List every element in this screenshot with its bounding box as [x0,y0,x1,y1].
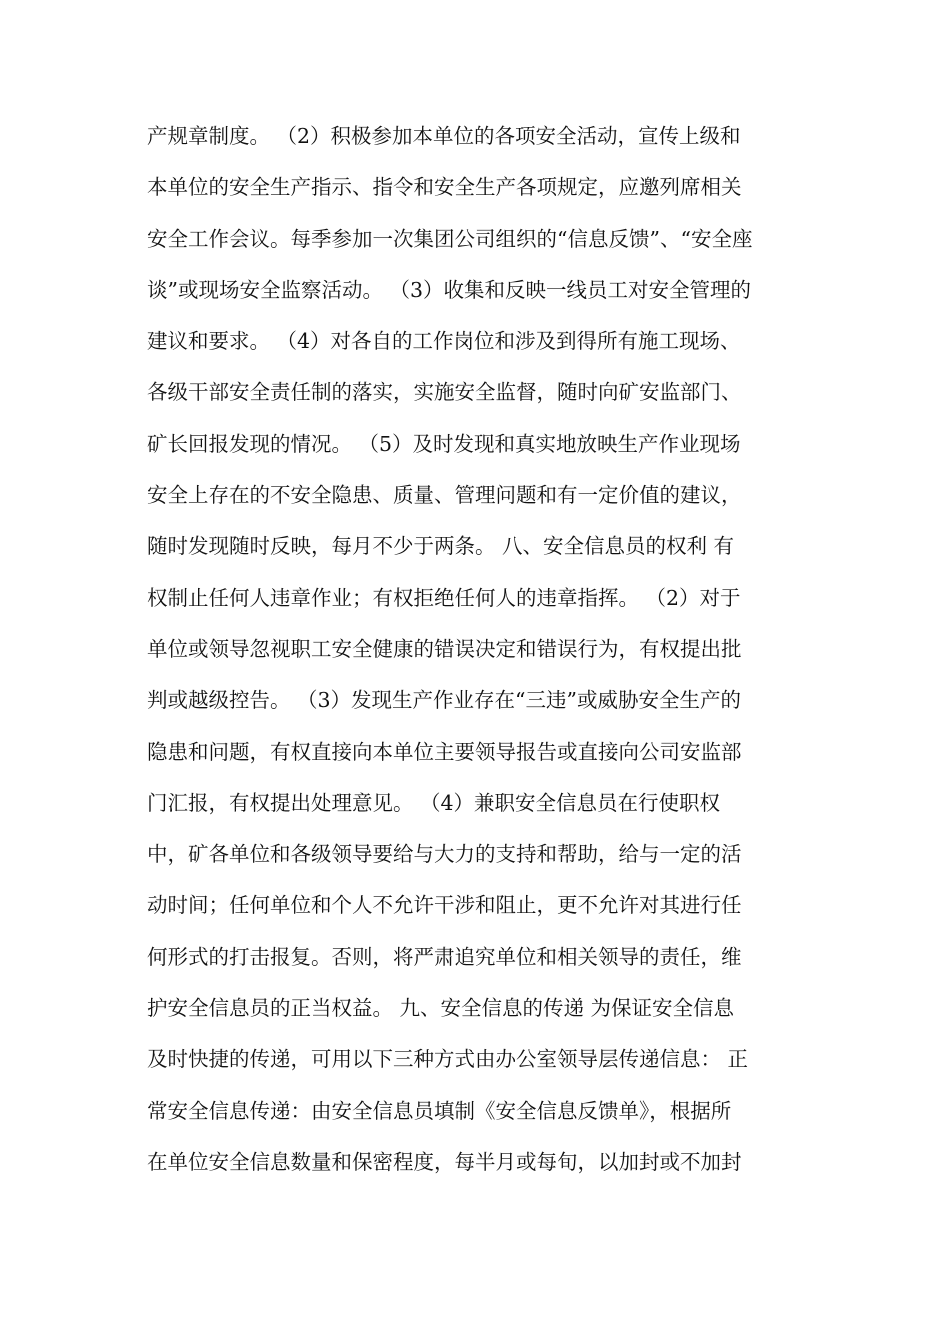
text-line: 在单位安全信息数量和保密程度，每半月或每旬，以加封或不加封 [147,1149,742,1174]
text-line: 安全上存在的不安全隐患、质量、管理问题和有一定价值的建议， [147,483,742,508]
text-line: 常安全信息传递：由安全信息员填制《安全信息反馈单》，根据所 [147,1098,732,1123]
text-line: 本单位的安全生产指示、指令和安全生产各项规定，应邀列席相关 [147,175,742,200]
text-line: 权制止任何人违章作业；有权拒绝任何人的违章指挥。 （2）对于 [147,585,741,610]
text-line: 随时发现随时反映，每月不少于两条。 八、安全信息员的权利 有 [147,534,735,559]
text-line: 门汇报，有权提出处理意见。 （4）兼职安全信息员在行使职权 [147,790,721,815]
text-line: 动时间；任何单位和个人不允许干涉和阻止，更不允许对其进行任 [147,893,742,918]
text-line: 各级干部安全责任制的落实，实施安全监督，随时向矿安监部门、 [147,380,742,405]
text-line: 谈”或现场安全监察活动。 （3）收集和反映一线员工对安全管理的 [147,277,752,302]
document-body [147,117,807,1194]
text-line: 单位或领导忽视职工安全健康的错误决定和错误行为，有权提出批 [147,636,742,661]
text-line: 建议和要求。 （4）对各自的工作岗位和涉及到得所有施工现场、 [147,329,741,354]
text-line: 隐患和问题，有权直接向本单位主要领导报告或直接向公司安监部 [147,739,742,764]
text-line: 何形式的打击报复。否则，将严肃追究单位和相关领导的责任，维 [147,944,742,969]
text-line: 中，矿各单位和各级领导要给与大力的支持和帮助，给与一定的活 [147,842,742,867]
text-line: 矿长回报发现的情况。 （5）及时发现和真实地放映生产作业现场 [147,431,741,456]
text-line: 判或越级控告。 （3）发现生产作业存在“三违”或威胁安全生产的 [147,688,742,713]
text-line: 护安全信息员的正当权益。 九、安全信息的传递 为保证安全信息 [147,996,735,1021]
text-line: 及时快捷的传递，可用以下三种方式由办公室领导层传递信息： 正 [147,1047,749,1072]
text-line: 产规章制度。 （2）积极参加本单位的各项安全活动，宣传上级和 [147,124,741,148]
text-line: 安全工作会议。每季参加一次集团公司组织的“信息反馈”、“安全座 [147,226,753,251]
